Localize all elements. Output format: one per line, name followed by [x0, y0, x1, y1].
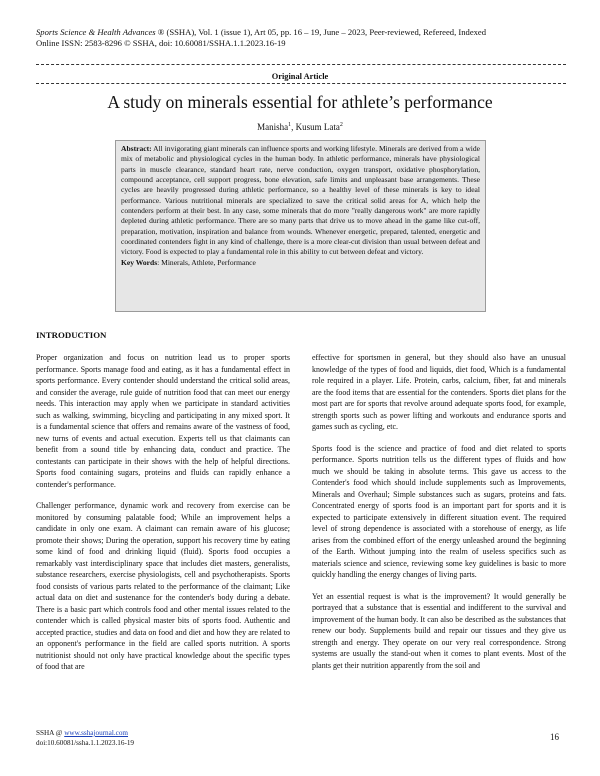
header-line-2: Online ISSN: 2583-8296 © SSHA, doi: 10.60081/SSHA.1.1.2023.16-19 [36, 38, 286, 48]
page-number: 16 [550, 732, 559, 742]
keywords-text: : Minerals, Athlete, Performance [157, 257, 256, 267]
paragraph: Sports food is the science and practice of food and diet related to sports performance. Sports nutrition tells us the different types of fluids and how much we should be taking in absolute terms. This gave us access to the Contender's food which should include supplements such as Improvements, Minerals and Overhaul; Simple substances such as sugars, proteins and fats. Concentrated energy of sports food is an important part for sports and it is expected to participate extensively in different situation event. The required level of strong dependence is associated with a storehouse of energy, as life arises from the combined effort of the energy unleashed around the beginning of the Earth. Without jumping into the realm of useless specifics such as materials science and science, reviewing some key guidelines is basic to more quickly handling the energy changes of living parts. [312, 443, 566, 579]
body-column-right [312, 352, 566, 681]
footer-doi: doi:10.60081/ssha.1.1.2023.16-19 [36, 739, 135, 747]
author-1: Manisha [257, 122, 289, 132]
abstract-box [115, 140, 486, 312]
paragraph: Challenger performance, dynamic work and recovery from exercise can be monitored by consuming palatable food; While an improvement helps a candidate in only one exam. A claimant can remain aware of his glucose; promote their shows; During the operation, support his recovery time by eating some kind of food and drinking liquid (fluid). Sports food occupies a remarkably vast interdisciplinary space that includes diet masters, generalists, substance researchers, exercise physiologists, cell and psychotherapists. Sports food consists of various parts related to the performance of the claimant; Like actual data on diet and sustenance for the contender's body during a debate. There is a basic part which controls food and other mental issues related to the contender which is called physical master bits of sports food. Authentic and accepted practice, studies and data on food and diet and how they are related to an opponent's performance in the field are called sports nutrition. A sports nutritionist should not only have practical knowledge about the specific types of food that are [36, 501, 290, 671]
header-issue-info: ® (SSHA), Vol. 1 (issue 1), Art 05, pp. 16 – 19, June – 2023, Peer-reviewed, Refereed, Indexed [155, 27, 487, 37]
header-line-1 [36, 27, 566, 38]
author-line [0, 122, 600, 132]
journal-website-link[interactable]: www.sshajournal.com [64, 729, 129, 737]
paragraph: Proper organization and focus on nutrition lead us to proper sports performance. Sports manage food and eating, as it has a fundamental effect in sports performance. Every contender should understand the critical solid areas, and consider the average, rule guide of nutrition food that can meet our energy needs. This interaction may apply when we participate in standard activities such as walking, swimming, bicycling and participating in any mixed sport. It is a fundamental science that offers and remains aware of the vastness of food, new turns of events and actual execution. Experts tell us that claimants can benefit from a sound title by enhancing data, conduct and practice. The contestants can participate in their shows with the help of helpful directions. Sports food containing sugars, proteins and fluids can rapidly enhance a contender's performance. [36, 353, 290, 489]
page-footer [36, 728, 134, 748]
section-heading-introduction: INTRODUCTION [36, 330, 107, 340]
article-title: A study on minerals essential for athlete’s performance [107, 92, 493, 112]
keywords-label: Key Words [121, 257, 158, 267]
journal-header [36, 27, 566, 49]
author-2-affiliation: 2 [339, 122, 343, 128]
author-1-affiliation: 1 [288, 122, 292, 128]
paragraph: effective for sportsmen in general, but they should also have an unusual knowledge of the types of food and liquids, diet food, Which is a fundamental role required in a player. Life. Protein, carbs, calcium, fiber, fat and minerals are the food items that are essential for the contenders. Sports diet plans for the most part are for sports that revolve around adequate sports food, for example, strength sports such as power lifting and workouts and endurance sports and games such as cycling, etc. [312, 353, 566, 431]
abstract-label: Abstract: [121, 144, 152, 153]
abstract-text: All invigorating giant minerals can influence sports and working lifestyle. Minerals are derived from a wide mix of metabolic and physiological cycles in the human body. In athletic performance, minerals have physiological parts in muscle clearance, standard heart rate, nerve conduction, oxygen transport, oxidative phosphorylation, compound acceptance, cell support progress, bone elevation, safe limits and unpleasant base arrangements. These cycles are heavily progressed during athletic performance, so a healthy level of these minerals is key to ideal performance. Various nutritional minerals are specialized to save the critical solid areas for A, which help the contenders perform at their best. In any case, some minerals that do more "really dangerous work" are more rapidly depleted during athletic performance. There are so many parts that drive us to move ahead in the game like cut-off, preparation, motivation, inspiration and balance from wounds. Whenever energetic, prepared, talented, energetic and coordinated contenders fight in any kind of challenge, there is a more clear-cut division than usual between defeat and victory. Food is expected to play a fundamental role in this ability to cut between defeat and victory. [121, 144, 480, 257]
header-divider-top [36, 64, 566, 65]
author-separator: , [291, 122, 296, 132]
footer-journal-line [36, 728, 134, 738]
journal-name: Sports Science & Health Advances [36, 27, 156, 37]
article-type-label: Original Article [271, 72, 329, 81]
header-divider-bottom [36, 83, 566, 84]
paragraph: Yet an essential request is what is the improvement? It would generally be portrayed that a substance that is essential and indifferent to the survival and improvement of the human body. It can also be described as the substances that renew our body. Supplements build and repair our tissues and they give us strength and energy. They operate on our very real correspondence. Strong systems are usually the stand-out when it comes to plant events. Most of the plants get their nutrition apparently from the soil and [312, 591, 566, 670]
footer-journal-label: SSHA @ [36, 729, 65, 737]
author-2: Kusum Lata [295, 122, 340, 132]
body-column-left [36, 352, 290, 683]
